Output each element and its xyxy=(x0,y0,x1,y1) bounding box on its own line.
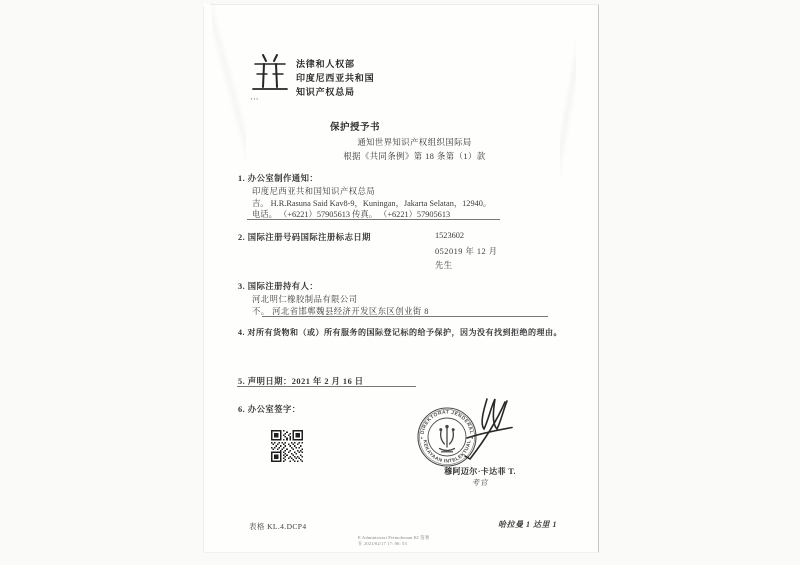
item3-underline xyxy=(262,316,548,317)
agency-line-dgip: 知识产权总局 xyxy=(296,87,355,97)
ministry-logo-icon xyxy=(250,50,290,96)
item4-statement: 4. 对所有货物和（或）所有服务的国际登记标的给予保护，因为没有找到拒绝的理由。 xyxy=(238,328,562,337)
item2-registration-date: 052019 年 12 月 xyxy=(435,247,498,256)
item1-underline xyxy=(247,219,500,220)
item1-phone: 电话。 （+6221）57905613 传真。 （+6221）57905613 xyxy=(252,210,451,219)
item5-declaration-date: 5. 声明日期：2021 年 2 月 16 日 xyxy=(238,377,364,386)
page-left-edge xyxy=(203,6,204,553)
signer-title: 考官 xyxy=(471,478,489,487)
stamp-top-text: DIREKTORAT JENDERAL xyxy=(420,410,474,435)
esign-line-1: E Administrasi Permohonan KI 签署 xyxy=(358,536,430,541)
agency-line-ministry: 法律和人权部 xyxy=(296,59,355,69)
notice-line-2: 根据《共同条例》第 18 条第（1）款 xyxy=(343,151,486,161)
footer-form-code: 表格 KL.4.DCP4 xyxy=(249,522,307,531)
item3-holder: 河北明仁橡胶制品有限公司 xyxy=(252,295,358,304)
signature-icon xyxy=(438,390,523,470)
page-bottom-edge xyxy=(203,552,599,553)
item1-label: 1. 办公室制作通知： xyxy=(238,174,319,183)
notice-line-1: 通知世界知识产权组织国际局 xyxy=(357,138,472,147)
qr-code-icon xyxy=(271,430,303,462)
item6-label: 6. 办公室签字： xyxy=(238,405,301,414)
item1-address: 吉。 H.R.Rasuna Said Kav8-9，Kuningan，Jakarta Selatan，12940。 xyxy=(252,199,492,208)
footer-page-indicator: 哈拉曼 1 达里 1 xyxy=(498,520,557,529)
esign-line-2: 在 2021/02/17 17: 06: 53 xyxy=(358,541,407,547)
logo-caption: ▪▪▪ xyxy=(251,97,260,101)
item1-office: 印度尼西亚共和国知识产权总局 xyxy=(252,187,376,196)
item2-salutation: 先生 xyxy=(435,261,453,270)
page-top-edge xyxy=(210,4,599,5)
stamp-bottom-text: KEKAYAAN INTELEKTUAL xyxy=(421,439,473,465)
document-title: 保护授予书 xyxy=(330,123,381,133)
footer-esign-note xyxy=(358,536,429,547)
agency-line-republic: 印度尼西亚共和国 xyxy=(296,73,375,83)
item3-holder-address: 不。 河北省邯郸魏县经济开发区东区创业街 8 xyxy=(252,307,429,316)
item5-underline xyxy=(237,386,416,387)
item2-label: 2. 国际注册号码国际注册标志日期 xyxy=(238,233,371,242)
signer-name: 穆阿迈尔·卡达菲 T. xyxy=(444,467,516,476)
item3-label: 3. 国际注册持有人： xyxy=(238,282,319,291)
item2-registration-number: 1523602 xyxy=(435,231,465,240)
page-right-edge xyxy=(598,4,599,553)
